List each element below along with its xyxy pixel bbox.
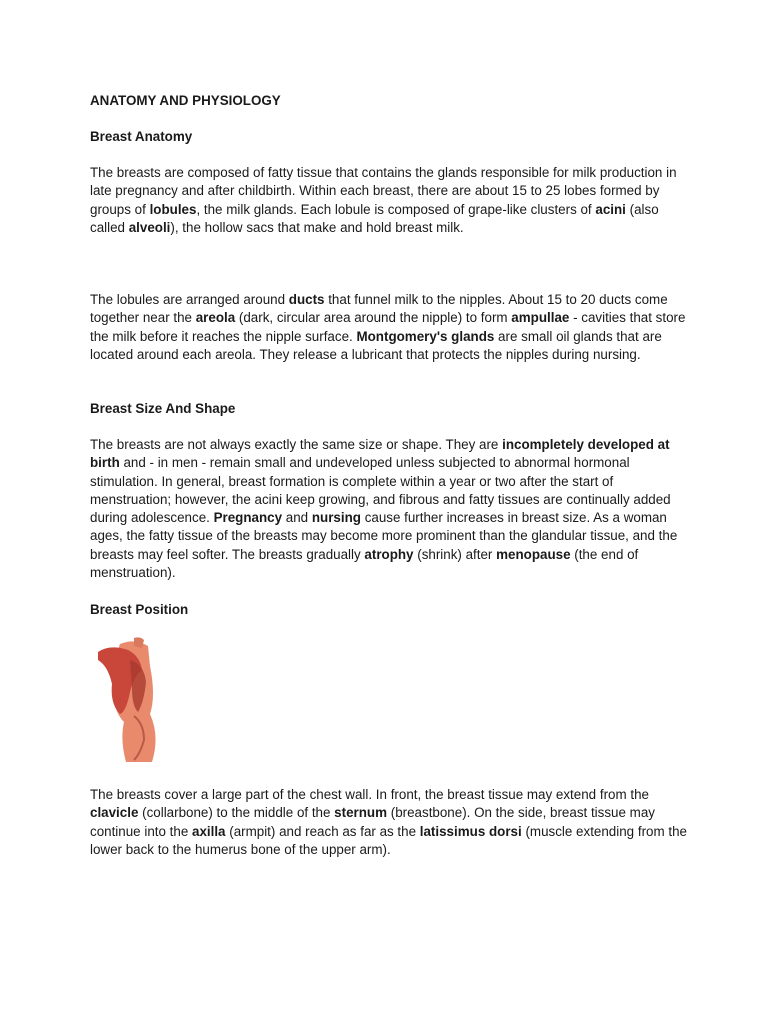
- bold-term: latissimus dorsi: [419, 823, 522, 839]
- text-run: (shrink) after: [413, 546, 497, 562]
- bold-term: nursing: [311, 510, 361, 526]
- paragraph-breast-anatomy-1: [90, 164, 690, 237]
- bold-term: ducts: [288, 292, 325, 307]
- bold-term: Pregnancy: [213, 510, 283, 526]
- paragraph-breast-position: [90, 786, 690, 859]
- text-run: and - in men - remain small and undeveloped unless subjected to abnormal hormonal stimulation. In general, breast formation is complete within a year or two after the start of menstruation; however, the acini keep growing, and fibrous and fatty tissues are continually added during adolescence.: [90, 455, 671, 526]
- bold-term: axilla: [192, 823, 226, 839]
- bold-term: lobules: [149, 201, 197, 217]
- text-run: The lobules are arranged around: [90, 292, 289, 307]
- text-run: The breasts cover a large part of the chest wall. In front, the breast tissue may extend from the: [90, 787, 649, 802]
- bold-term: sternum: [334, 805, 388, 821]
- text-run: (the end of menstruation).: [90, 546, 639, 581]
- text-run: - cavities that store the milk before it reaches the nipple surface.: [90, 310, 686, 344]
- text-run: ), the hollow sacs that make and hold breast milk.: [170, 219, 464, 235]
- text-run: (dark, circular area around the nipple) to form: [235, 310, 512, 326]
- bold-term: areola: [195, 310, 236, 326]
- text-run: , the milk glands. Each lobule is composed of grape-like clusters of: [196, 201, 596, 217]
- text-run: (also called: [90, 201, 659, 235]
- text-run: The breasts are not always exactly the same size or shape. They are: [90, 437, 503, 452]
- document-title: ANATOMY AND PHYSIOLOGY: [90, 93, 281, 108]
- bold-term: atrophy: [364, 546, 414, 562]
- text-run: that funnel milk to the nipples. About 15 to 20 ducts come together near the: [90, 292, 668, 326]
- paragraph-breast-anatomy-2: [90, 291, 690, 364]
- bold-term: ampullae: [511, 310, 570, 326]
- section-heading-breast-anatomy: Breast Anatomy: [90, 129, 193, 144]
- bold-term: Montgomery's glands: [356, 328, 495, 344]
- paragraph-breast-size: [90, 436, 690, 582]
- section-heading-breast-position: Breast Position: [90, 602, 189, 617]
- bold-term: incompletely developed at birth: [90, 437, 670, 471]
- bold-term: clavicle: [90, 805, 139, 821]
- text-run: (muscle extending from the lower back to the humerus bone of the upper arm).: [90, 823, 687, 857]
- text-run: (armpit) and reach as far as the: [225, 823, 420, 839]
- bold-term: menopause: [496, 546, 571, 562]
- text-run: (breastbone). On the side, breast tissue may continue into the: [90, 805, 655, 839]
- bold-term: acini: [595, 201, 626, 217]
- text-run: (collarbone) to the middle of the: [138, 805, 335, 821]
- text-run: and: [282, 510, 312, 526]
- text-run: cause further increases in breast size. As a woman ages, the fatty tissue of the breasts may become more prominent than the glandular tissue, and the breasts may feel softer. The breasts gradually: [90, 510, 678, 562]
- torso-muscle-image: [90, 636, 170, 766]
- text-run: The breasts are composed of fatty tissue that contains the glands responsible for milk production in late pregnancy and after childbirth. Within each breast, there are about 15 to 25 lobes formed by groups of: [90, 165, 677, 217]
- bold-term: alveoli: [128, 219, 171, 235]
- torso-illustration: [90, 636, 170, 766]
- section-heading-breast-size: Breast Size And Shape: [90, 401, 236, 416]
- text-run: are small oil glands that are located around each areola. They release a lubricant that protects the nipples during nursing.: [90, 328, 662, 362]
